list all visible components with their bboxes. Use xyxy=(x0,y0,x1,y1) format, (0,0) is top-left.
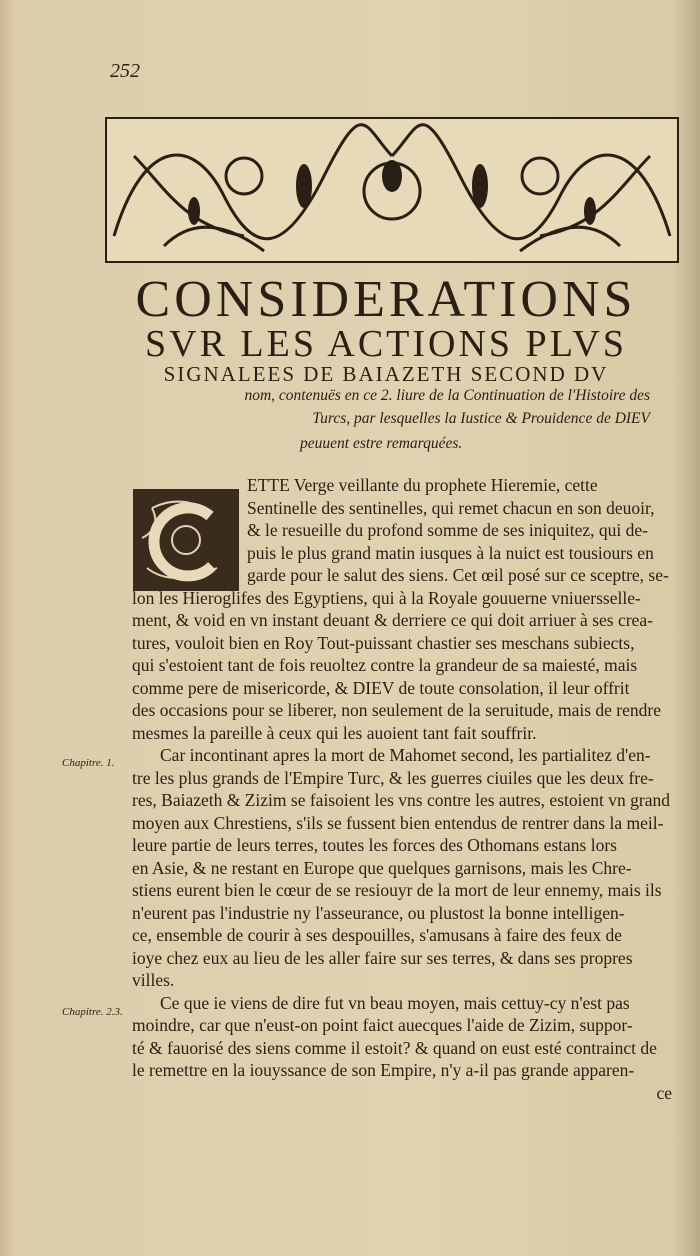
text-line: comme pere de misericorde, & DIEV de toute consolation, il leur offrit xyxy=(132,677,630,698)
catchword: ce xyxy=(656,1082,672,1103)
text-line: des occasions pour se liberer, non seulement de la seruitude, mais de rendre xyxy=(132,700,661,720)
text-line: villes. xyxy=(132,970,175,990)
text-line: moindre, car que n'eust-on point faict auecques l'aide de Zizim, suppor- xyxy=(132,1015,633,1035)
text-line: qui s'estoient tant de fois reuoltez contre la grandeur de sa maiesté, mais xyxy=(132,655,638,675)
subtitle-line-3: peuuent estre remarquées. xyxy=(300,435,463,452)
text-line: garde pour le salut des siens. Cet œil posé sur ce sceptre, se- xyxy=(247,565,669,585)
title-line-3: SIGNALEES DE BAIAZETH SECOND DV xyxy=(163,362,609,386)
text-line: tures, vouloit bien en Roy Tout-puissant chastier ses meschans subiects, xyxy=(132,632,635,653)
text-line: moyen aux Chrestiens, s'ils se fussent bien entendus de rentrer dans la meil- xyxy=(132,812,664,833)
text-line: mesmes la pareille à ceux qui les auoient tant fait souffrir. xyxy=(132,722,537,743)
text-line: té & fauorisé des siens comme il estoit? & quand on eust esté contrainct de xyxy=(132,1037,657,1058)
text-line: res, Baiazeth & Zizim se faisoient les vns contre les autres, estoient vn grand xyxy=(132,790,670,810)
text-line: Ce que ie viens de dire fut vn beau moyen, mais cettuy-cy n'est pas xyxy=(160,992,630,1013)
page-number: 252 xyxy=(110,60,140,82)
text-line: ioye chez eux au lieu de les aller faire sur ses terres, & dans ses propres xyxy=(132,947,633,968)
text-line: & le resueille du profond somme de ses iniquitez, qui de- xyxy=(247,520,648,540)
text-line: tre les plus grands de l'Empire Turc, & les guerres ciuiles que les deux fre- xyxy=(132,767,654,788)
text-line: en Asie, & ne restant en Europe que quelques garnisons, mais les Chre- xyxy=(132,857,632,878)
text-line: stiens eurent bien le cœur de se resiouyr de la mort de leur ennemy, mais ils xyxy=(132,880,662,900)
text-line: leure partie de leurs terres, toutes les forces des Othomans estans lors xyxy=(132,835,617,855)
text-line: lon les Hieroglifes des Egyptiens, qui à la Royale gouuerne vniuersselle- xyxy=(132,587,641,608)
text-line: ment, & void en vn instant deuant & derriere ce qui doit arriuer à ses crea- xyxy=(132,610,653,630)
text-line: Car incontinant apres la mort de Mahomet second, les partialitez d'en- xyxy=(160,745,651,765)
title-line-1: CONSIDERATIONS xyxy=(135,271,637,328)
subtitle-line-1: nom, contenuës en ce 2. liure de la Continuation de l'Histoire des xyxy=(244,387,650,404)
subtitle-line-2: Turcs, par lesquelles la Iustice & Prouidence de DIEV xyxy=(312,410,650,427)
margin-note-2: Chapitre. 2.3. xyxy=(62,1006,123,1018)
body-text xyxy=(132,474,672,1104)
margin-note-1: Chapitre. 1. xyxy=(62,757,115,769)
text-line: ce, ensemble de courir à ses despouilles, s'amusans à faire des feux de xyxy=(132,925,623,945)
text-line: ETTE Verge veillante du prophete Hieremie, cette xyxy=(247,475,598,495)
decorative-headpiece xyxy=(104,116,680,264)
text-line: Sentinelle des sentinelles, qui remet chacun en son deuoir, xyxy=(247,497,655,518)
text-line: le remettre en la iouyssance de son Empire, n'y a-il pas grande apparen- xyxy=(132,1060,635,1080)
text-line: puis le plus grand matin iusques à la nuict est tousiours en xyxy=(247,542,654,563)
text-line: n'eurent pas l'industrie ny l'asseurance, ou plustost la bonne intelligen- xyxy=(132,902,625,923)
title-line-2: SVR LES ACTIONS PLVS xyxy=(145,323,627,365)
